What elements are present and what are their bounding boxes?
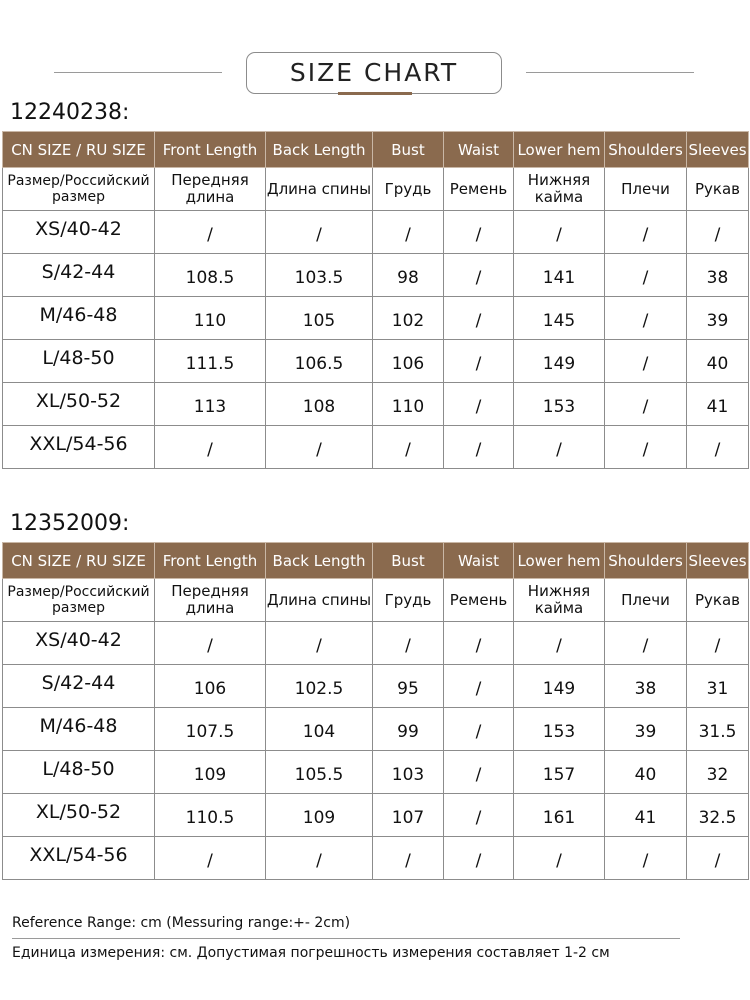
measurement-cell: / (514, 837, 605, 880)
measurement-cell: / (373, 426, 444, 469)
measurement-cell: / (444, 665, 514, 708)
size-label-cell: XXL/54-56 (3, 837, 155, 880)
ru-header-row (3, 579, 749, 622)
table-row (3, 383, 749, 426)
measurement-cell: 106.5 (266, 340, 373, 383)
model-number-1: 12240238: (10, 100, 130, 125)
measurement-cell: / (514, 622, 605, 665)
measurement-cell: 102.5 (266, 665, 373, 708)
measurement-cell: 105.5 (266, 751, 373, 794)
measurement-cell: / (155, 211, 266, 254)
measurement-cell: / (605, 340, 687, 383)
measurement-cell: / (266, 837, 373, 880)
measurement-cell: 111.5 (155, 340, 266, 383)
measurement-cell: 95 (373, 665, 444, 708)
ru-column-header: Ремень (444, 579, 514, 622)
column-header: Sleeves (687, 132, 749, 168)
measurement-cell: / (687, 622, 749, 665)
column-header: Sleeves (687, 543, 749, 579)
measurement-cell: 99 (373, 708, 444, 751)
column-header: CN SIZE / RU SIZE (3, 132, 155, 168)
measurement-cell: 108.5 (155, 254, 266, 297)
ru-column-header: Рукав (687, 168, 749, 211)
measurement-cell: 103 (373, 751, 444, 794)
measurement-cell: / (605, 426, 687, 469)
size-label-cell: XS/40-42 (3, 622, 155, 665)
measurement-cell: 104 (266, 708, 373, 751)
measurement-cell: 40 (687, 340, 749, 383)
size-table-1 (2, 131, 749, 469)
measurement-cell: 106 (373, 340, 444, 383)
ru-column-header: Размер/Российский размер (3, 168, 155, 211)
ru-column-header: Размер/Российский размер (3, 579, 155, 622)
column-header: Shoulders (605, 543, 687, 579)
table-row (3, 254, 749, 297)
measurement-cell: / (605, 383, 687, 426)
measurement-cell: 41 (605, 794, 687, 837)
table-row (3, 211, 749, 254)
measurement-cell: 102 (373, 297, 444, 340)
measurement-cell: 40 (605, 751, 687, 794)
ru-column-header: Плечи (605, 168, 687, 211)
title-accent-bar (338, 92, 412, 95)
measurement-cell: / (687, 211, 749, 254)
measurement-cell: 157 (514, 751, 605, 794)
ru-column-header: Грудь (373, 168, 444, 211)
column-header: Bust (373, 543, 444, 579)
measurement-cell: / (266, 622, 373, 665)
size-chart-title-block (0, 48, 750, 98)
measurement-cell: / (444, 383, 514, 426)
measurement-cell: / (444, 254, 514, 297)
size-label-cell: M/46-48 (3, 708, 155, 751)
measurement-cell: / (605, 837, 687, 880)
ru-column-header: Длина спины (266, 168, 373, 211)
measurement-cell: / (266, 211, 373, 254)
ru-column-header: Рукав (687, 579, 749, 622)
measurement-cell: 32 (687, 751, 749, 794)
ru-column-header: Ремень (444, 168, 514, 211)
measurement-cell: / (444, 426, 514, 469)
reference-range-note: Reference Range: cm (Messuring range:+- 2cm) (12, 915, 351, 931)
measurement-cell: / (687, 837, 749, 880)
table-row (3, 708, 749, 751)
table-row (3, 340, 749, 383)
title-divider-right (526, 72, 694, 73)
size-table-2 (2, 542, 749, 880)
measurement-cell: / (266, 426, 373, 469)
column-header: Front Length (155, 132, 266, 168)
size-label-cell: XXL/54-56 (3, 426, 155, 469)
measurement-cell: 98 (373, 254, 444, 297)
measurement-cell: 39 (687, 297, 749, 340)
measurement-cell: 31.5 (687, 708, 749, 751)
measurement-cell: / (155, 622, 266, 665)
size-label-cell: XL/50-52 (3, 794, 155, 837)
measurement-cell: / (444, 211, 514, 254)
measurement-cell: 161 (514, 794, 605, 837)
measurement-cell: 113 (155, 383, 266, 426)
measurement-cell: / (155, 426, 266, 469)
title-divider-left (54, 72, 222, 73)
measurement-cell: / (373, 622, 444, 665)
measurement-cell: / (444, 837, 514, 880)
measurement-cell: 106 (155, 665, 266, 708)
measurement-cell: 153 (514, 708, 605, 751)
measurement-cell: 31 (687, 665, 749, 708)
measurement-cell: 145 (514, 297, 605, 340)
table-row (3, 665, 749, 708)
measurement-cell: / (444, 708, 514, 751)
column-header: Shoulders (605, 132, 687, 168)
measurement-cell: 109 (266, 794, 373, 837)
measurement-cell: 38 (687, 254, 749, 297)
measurement-cell: / (605, 211, 687, 254)
column-header: Lower hem (514, 543, 605, 579)
table-row (3, 622, 749, 665)
note-divider (12, 938, 680, 939)
measurement-cell: / (514, 211, 605, 254)
measurement-cell: 41 (687, 383, 749, 426)
measurement-cell: / (514, 426, 605, 469)
measurement-cell: / (605, 297, 687, 340)
measurement-cell: / (155, 837, 266, 880)
page-title: SIZE CHART (246, 52, 502, 94)
header-row (3, 543, 749, 579)
measurement-cell: 108 (266, 383, 373, 426)
column-header: Lower hem (514, 132, 605, 168)
measurement-cell: 38 (605, 665, 687, 708)
measurement-cell: / (373, 211, 444, 254)
table-row (3, 837, 749, 880)
ru-column-header: Передняя длина (155, 168, 266, 211)
measurement-cell: / (444, 751, 514, 794)
measurement-cell: 110 (373, 383, 444, 426)
size-label-cell: XS/40-42 (3, 211, 155, 254)
measurement-cell: / (605, 622, 687, 665)
measurement-cell: / (444, 794, 514, 837)
measurement-cell: 110.5 (155, 794, 266, 837)
measurement-cell: / (687, 426, 749, 469)
column-header: Bust (373, 132, 444, 168)
table-row (3, 751, 749, 794)
ru-column-header: Грудь (373, 579, 444, 622)
ru-column-header: Передняя длина (155, 579, 266, 622)
column-header: Front Length (155, 543, 266, 579)
measurement-cell: 103.5 (266, 254, 373, 297)
size-label-cell: L/48-50 (3, 751, 155, 794)
size-label-cell: S/42-44 (3, 254, 155, 297)
measurement-cell: 109 (155, 751, 266, 794)
measurement-cell: 107 (373, 794, 444, 837)
ru-column-header: Длина спины (266, 579, 373, 622)
table-row (3, 426, 749, 469)
size-label-cell: S/42-44 (3, 665, 155, 708)
measurement-cell: 141 (514, 254, 605, 297)
measurement-cell: / (444, 297, 514, 340)
column-header: Back Length (266, 132, 373, 168)
column-header: CN SIZE / RU SIZE (3, 543, 155, 579)
header-row (3, 132, 749, 168)
column-header: Waist (444, 543, 514, 579)
ru-column-header: Нижняя кайма (514, 579, 605, 622)
measurement-cell: 110 (155, 297, 266, 340)
size-label-cell: L/48-50 (3, 340, 155, 383)
size-label-cell: XL/50-52 (3, 383, 155, 426)
size-label-cell: M/46-48 (3, 297, 155, 340)
model-number-2: 12352009: (10, 511, 130, 536)
ru-column-header: Нижняя кайма (514, 168, 605, 211)
measurement-cell: / (444, 622, 514, 665)
measurement-cell: 149 (514, 665, 605, 708)
measurement-cell: 149 (514, 340, 605, 383)
table-row (3, 297, 749, 340)
measurement-note-ru: Единица измерения: см. Допустимая погрешность измерения составляет 1-2 см (12, 945, 610, 961)
measurement-cell: 107.5 (155, 708, 266, 751)
measurement-cell: 153 (514, 383, 605, 426)
measurement-cell: 32.5 (687, 794, 749, 837)
column-header: Waist (444, 132, 514, 168)
measurement-cell: / (373, 837, 444, 880)
measurement-cell: 39 (605, 708, 687, 751)
table-row (3, 794, 749, 837)
column-header: Back Length (266, 543, 373, 579)
measurement-cell: / (605, 254, 687, 297)
measurement-cell: / (444, 340, 514, 383)
ru-column-header: Плечи (605, 579, 687, 622)
measurement-cell: 105 (266, 297, 373, 340)
ru-header-row (3, 168, 749, 211)
